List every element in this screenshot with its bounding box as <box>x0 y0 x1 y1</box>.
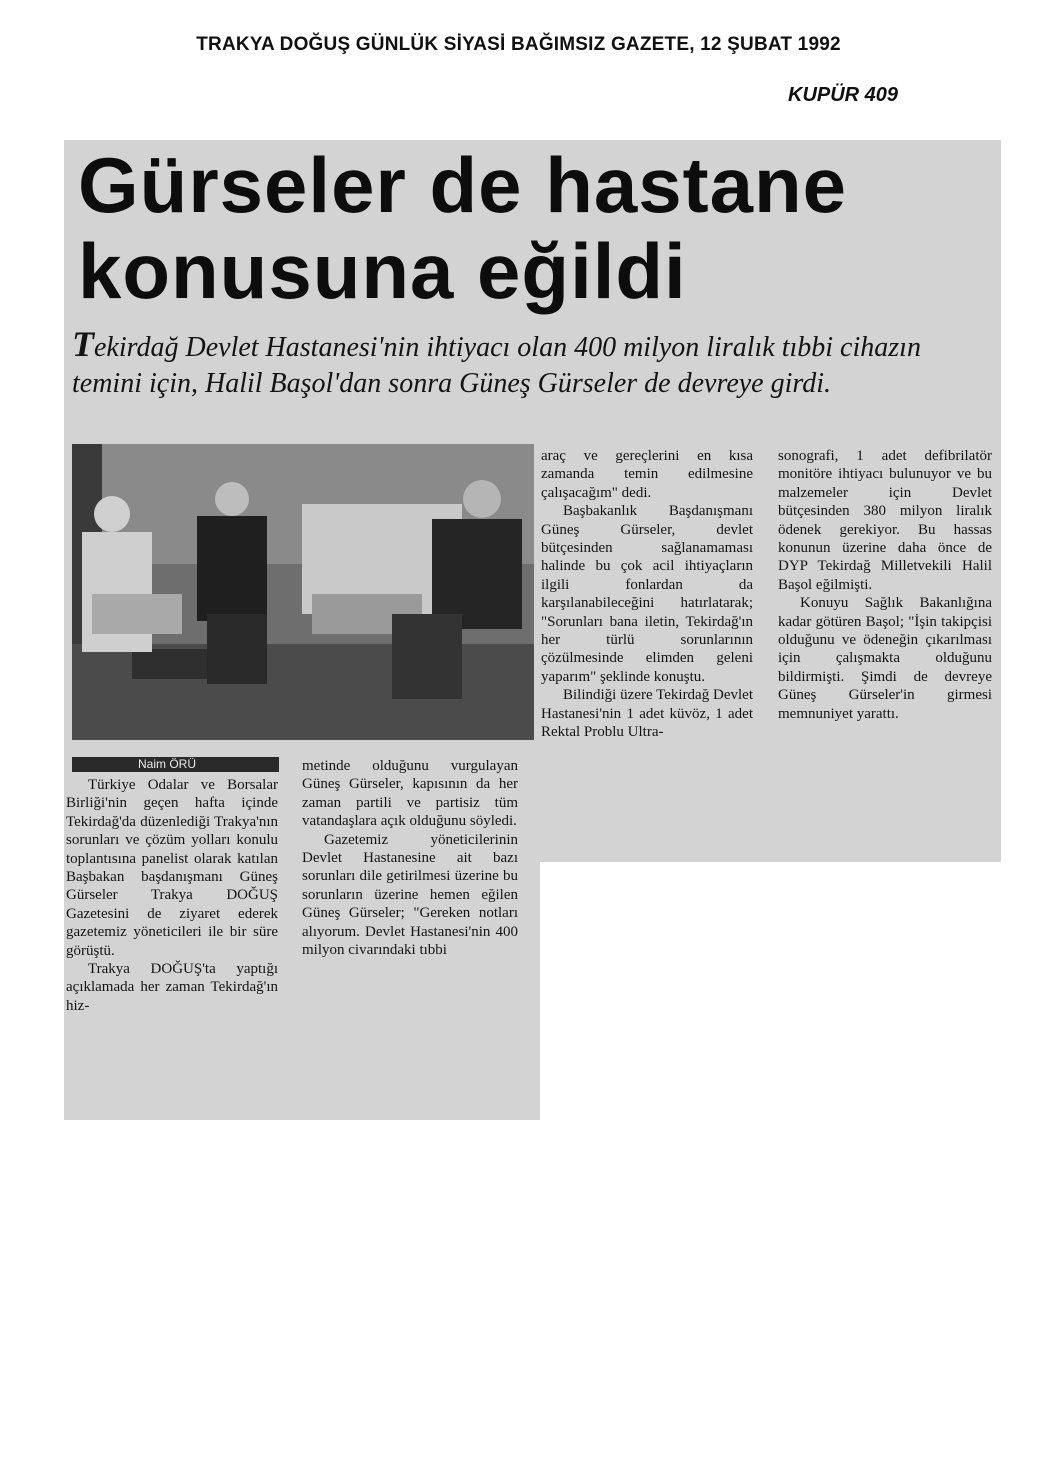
photo-of-three-men-seated-icon <box>72 444 534 740</box>
article-photo <box>72 444 534 740</box>
column-2-paragraph: metinde olduğunu vurgulayan Güneş Gürseler, kapısının da her zaman partili ve partisiz tüm vatandaşlara açık olduğunu söyledi. <box>302 758 518 830</box>
clip-number: KUPÜR 409 <box>788 84 899 106</box>
column-4-paragraph: sonografi, 1 adet defibrilatör monitöre ihtiyacı bulunuyor ve bu malzemeler için Devlet bütçesinden 380 milyon liralık ödenek gerekiyor. Bu hassas konunun üzerine daha önce de DYP Tekirdağ Milletvekili Halil Başol eğilmişti. <box>778 448 992 593</box>
column-3-paragraph: araç ve gereçlerini en kısa zamanda temin edilmesine çalışacağım" dedi. <box>541 448 753 501</box>
article-column-3 <box>541 447 753 742</box>
column-3-paragraph: Bilindiği üzere Tekirdağ Devlet Hastanesi'nin 1 adet küvöz, 1 adet Rektal Problu Ultra- <box>541 687 753 741</box>
column-4-paragraph: Konuyu Sağlık Bakanlığına kadar götüren Başol; "İşin takipçisi olduğunu ve ödeneğin çıkarılması için çalışmakta olduğunu bildirmişti. Şimdi de devreye Güneş Gürseler'in girmesi memnuniyet yarattı. <box>778 595 992 722</box>
column-1-paragraph: Trakya DOĞUŞ'ta yaptığı açıklamada her zaman Tekirdağ'ın hiz- <box>66 961 278 1014</box>
column-3-paragraph: Başbakanlık Başdanışmanı Güneş Gürseler, devlet bütçesinden sağlanamaması halinde bu çok acil ihtiyaçların ilgili fonlardan da karşılanabileceğini hatırlatarak; "Sorunları bana iletin, Tekirdağ'ın her türlü sorunlarının çözülmesinde elimden geleni yaparım" şeklinde konuştu. <box>541 503 753 685</box>
deck-dropcap: T <box>72 324 94 364</box>
article-column-4 <box>778 447 992 723</box>
article-column-1 <box>66 776 278 1015</box>
masthead-line: TRAKYA DOĞUŞ GÜNLÜK SİYASİ BAĞIMSIZ GAZETE, 12 ŞUBAT 1992 <box>196 34 841 55</box>
column-2-paragraph: Gazetemiz yöneticilerinin Devlet Hastanesine ait bazı sorunları dile getirilmesi üzerine bu sorunların üzerine hemen eğilen Güneş Gürseler; "Gereken notları alıyorum. Devlet Hastanesi'nin 400 milyon civarındaki tıbbi <box>302 831 518 959</box>
deck-text: ekirdağ Devlet Hastanesi'nin ihtiyacı olan 400 milyon liralık tıbbi cihazın temini için, Halil Başol'dan sonra Güneş Gürseler de devreye girdi. <box>72 332 921 399</box>
article-deck <box>72 326 997 402</box>
photo-credit: Naim ÖRÜ <box>72 757 279 772</box>
column-1-paragraph: Türkiye Odalar ve Borsalar Birliği'nin geçen hafta içinde Tekirdağ'da düzenlediği Trakya'nın sorunları ve çözüm yolları konulu toplantısına panelist olarak katılan Başbakan başdanışmanı Güneş Gürseler Trakya DOĞUŞ Gazetesini de ziyaret ederek gazetemiz yöneticileri ile bir süre görüştü. <box>66 777 278 959</box>
article-column-2 <box>302 757 518 959</box>
article-headline: Gürseler de hastane konusuna eğildi <box>78 141 847 315</box>
